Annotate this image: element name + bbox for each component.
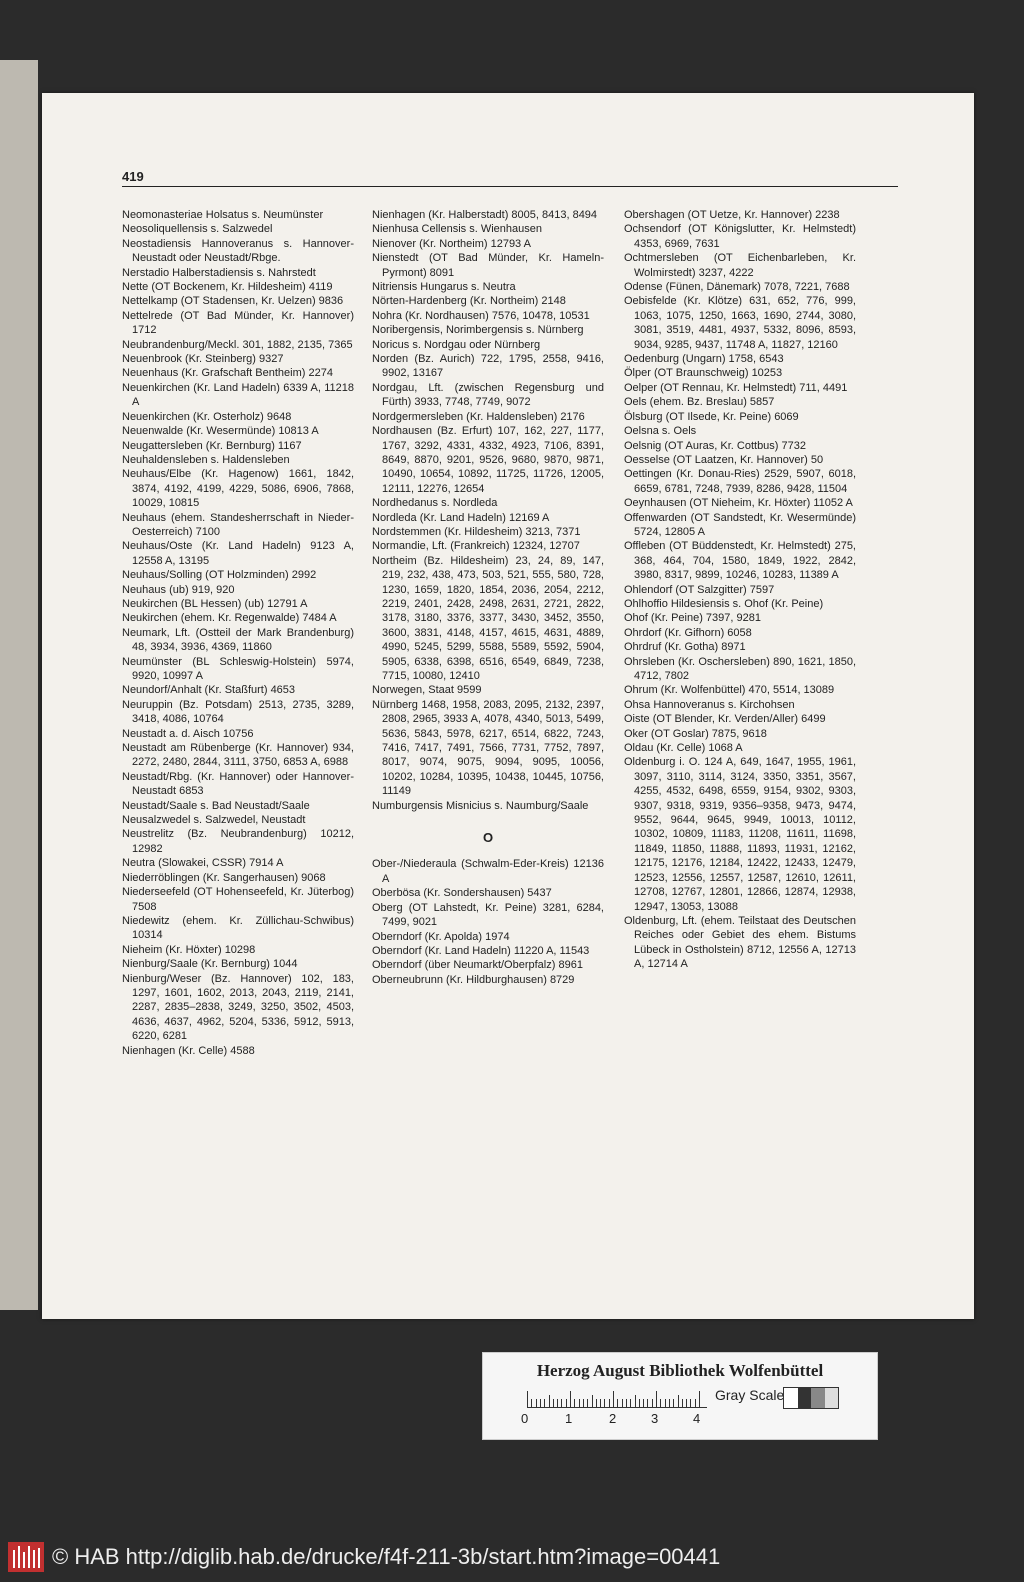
index-entry: Nerstadio Halberstadiensis s. Nahrstedt <box>122 266 316 279</box>
index-entry: Niederröblingen (Kr. Sangerhausen) 9068 <box>122 871 326 884</box>
ruler-tick <box>592 1395 593 1407</box>
ruler-tick <box>643 1399 644 1407</box>
ruler-tick <box>695 1399 696 1407</box>
index-entry: Nienover (Kr. Northeim) 12793 A <box>372 237 531 250</box>
library-label-card <box>482 1352 878 1440</box>
index-entry: Oels (ehem. Bz. Breslau) 5857 <box>624 396 775 409</box>
ruler-tick <box>690 1399 691 1407</box>
index-entry: Offleben (OT Büddenstedt, Kr. Helmstedt) 275, 368, 464, 704, 1580, 1849, 1922, 2842, 3980, 8317, 9899, 10246, 10283, 11389 A <box>624 540 856 582</box>
index-entry: Neosoliquellensis s. Salzwedel <box>122 223 273 236</box>
viewer-footer <box>0 1532 1024 1582</box>
index-entry: Neugattersleben (Kr. Bernburg) 1167 <box>122 439 302 452</box>
ruler-tick <box>566 1399 567 1407</box>
header-rule <box>122 186 898 187</box>
index-entry: Oesselse (OT Laatzen, Kr. Hannover) 50 <box>624 453 824 466</box>
hab-logo-icon <box>8 1542 44 1572</box>
index-entry: Nienhagen (Kr. Celle) 4588 <box>122 1044 255 1057</box>
index-entry: Oiste (OT Blender, Kr. Verden/Aller) 6499 <box>624 713 826 726</box>
ruler-tick <box>583 1399 584 1407</box>
index-entry: Neuruppin (Bz. Potsdam) 2513, 2735, 3289, 3418, 4086, 10764 <box>122 698 354 726</box>
copyright-url[interactable]: © HAB http://diglib.hab.de/drucke/f4f-211-3b/start.htm?image=00441 <box>52 1544 721 1569</box>
index-entry: Niederseefeld (OT Hohenseefeld, Kr. Jüterbog) 7508 <box>122 886 354 913</box>
index-entry: Neustadt/Saale s. Bad Neustadt/Saale <box>122 799 310 812</box>
index-entry: Oldenburg i. O. 124 A, 649, 1647, 1955, 1961, 3097, 3110, 3114, 3124, 3350, 3351, 3567, 4255, 4532, 6498, 6559, 9154, 9302, 9303, 9307, 9318, 9319, 9356–9358, 9473, 9474, 9552, 9644, 9645, 9949, 10013, 10112, 10302, 10809, 11183, 11208, 11611, 11698, 11849, 11850, 11888, 11893, 11931, 12162, 12175, 12176, 12184, 12422, 12433, 12479, 12523, 12556, 12557, 12587, 12610, 12611, 12708, 12767, 12801, 12866, 12874, 12938, 12947, 13053, 13088 <box>624 756 856 913</box>
index-entry: Nordgau, Lft. (zwischen Regensburg und Fürth) 3933, 7748, 7749, 9072 <box>372 381 604 409</box>
scale-number: 1 <box>565 1411 573 1426</box>
ruler-tick <box>647 1399 648 1407</box>
index-entry: Ölper (OT Braunschweig) 10253 <box>624 367 783 380</box>
index-entry: Obershagen (OT Uetze, Kr. Hannover) 2238 <box>624 209 840 221</box>
index-entry: Oelper (OT Rennau, Kr. Helmstedt) 711, 4491 <box>624 381 848 394</box>
gray-scale-label: Gray Scale <box>715 1387 785 1403</box>
index-entry: Normandie, Lft. (Frankreich) 12324, 12707 <box>372 540 580 553</box>
index-entry: Nordgermersleben (Kr. Haldensleben) 2176 <box>372 410 585 423</box>
index-entry: Neostadiensis Hannoveranus s. Hannover-Neustadt oder Neustadt/Rbge. <box>122 237 354 265</box>
index-entry: Niedewitz (ehem. Kr. Züllichau-Schwibus) 10314 <box>122 914 354 942</box>
index-entry: Neustadt/Rbg. (Kr. Hannover) oder Hannover-Neustadt 6853 <box>122 770 354 798</box>
index-entry: Nohra (Kr. Nordhausen) 7576, 10478, 10531 <box>372 309 590 322</box>
index-entry: Numburgensis Misnicius s. Naumburg/Saale <box>372 799 589 812</box>
book-page <box>42 93 974 1319</box>
ruler-tick <box>596 1399 597 1407</box>
section-letter: O <box>482 830 494 846</box>
index-entry: Ochtmersleben (OT Eichenbarleben, Kr. Wolmirstedt) 3237, 4222 <box>624 252 856 279</box>
index-entry: Norwegen, Staat 9599 <box>372 684 482 697</box>
index-entry: Nieheim (Kr. Höxter) 10298 <box>122 943 256 956</box>
scale-ruler <box>527 1389 707 1408</box>
ruler-tick <box>665 1399 666 1407</box>
ruler-tick <box>656 1391 657 1407</box>
index-entry: Norden (Bz. Aurich) 722, 1795, 2558, 9416, 9902, 13167 <box>372 353 604 380</box>
index-entry: Nitriensis Hungarus s. Neutra <box>372 281 516 294</box>
index-entry: Oberg (OT Lahstedt, Kr. Peine) 3281, 6284, 7499, 9021 <box>372 901 604 929</box>
index-entry: Neuenbrook (Kr. Steinberg) 9327 <box>122 353 284 366</box>
ruler-tick <box>570 1391 571 1407</box>
index-entry: Oberndorf (Kr. Apolda) 1974 <box>372 930 510 943</box>
index-entry: Neuhaldensleben s. Haldensleben <box>122 453 290 466</box>
index-entry: Neustadt am Rübenberge (Kr. Hannover) 934, 2272, 2480, 2844, 3111, 3750, 6853 A, 6988 <box>122 742 354 769</box>
page-number: 419 <box>122 169 144 184</box>
ruler-tick <box>587 1399 588 1407</box>
ruler-tick <box>561 1399 562 1407</box>
ruler-tick <box>604 1399 605 1407</box>
index-entry: Nienburg/Saale (Kr. Bernburg) 1044 <box>122 958 298 971</box>
index-entry: Nienhagen (Kr. Halberstadt) 8005, 8413, 8494 <box>372 209 598 221</box>
index-entry: Ohrdorf (Kr. Gifhorn) 6058 <box>624 626 752 639</box>
index-entry: Offenwarden (OT Sandstedt, Kr. Wesermünde) 5724, 12805 A <box>624 511 856 538</box>
index-entry: Neuhaus/Elbe (Kr. Hagenow) 1661, 1842, 3874, 4192, 4199, 4229, 5086, 6906, 7868, 10029, 10815 <box>122 468 354 510</box>
index-entry: Nettelrede (OT Bad Münder, Kr. Hannover) 1712 <box>122 309 354 337</box>
ruler-tick <box>617 1399 618 1407</box>
index-entry: Ohrdruf (Kr. Gotha) 8971 <box>624 641 746 654</box>
index-entry: Ohrum (Kr. Wolfenbüttel) 470, 5514, 13089 <box>624 684 835 697</box>
ruler-tick <box>686 1399 687 1407</box>
index-entry: Neundorf/Anhalt (Kr. Staßfurt) 4653 <box>122 684 296 697</box>
ruler-tick <box>660 1399 661 1407</box>
index-entry: Nette (OT Bockenem, Kr. Hildesheim) 4119 <box>122 281 333 294</box>
index-entry: Ohlendorf (OT Salzgitter) 7597 <box>624 583 775 596</box>
ruler-tick <box>579 1399 580 1407</box>
ruler-tick <box>531 1399 532 1407</box>
index-entry: Oldau (Kr. Celle) 1068 A <box>624 742 743 755</box>
index-entry: Oebisfelde (Kr. Klötze) 631, 652, 776, 999, 1063, 1075, 1250, 1663, 1690, 2744, 3080, 3081, 3519, 4481, 4937, 5332, 8096, 8593, 9034, 9285, 9437, 11748 A, 11827, 12160 <box>624 295 856 351</box>
index-entry: Neubrandenburg/Meckl. 301, 1882, 2135, 7365 <box>122 338 353 351</box>
index-entry: Neuenkirchen (Kr. Osterholz) 9648 <box>122 410 292 423</box>
index-entry: Nordhausen (Bz. Erfurt) 107, 162, 227, 1177, 1767, 3292, 4331, 4332, 4923, 7106, 8391, 8649, 8870, 9201, 9526, 9680, 9870, 9871, 10490, 10654, 10892, 11725, 11726, 12005, 12111, 12276, 12654 <box>372 425 604 495</box>
index-entry: Neukirchen (ehem. Kr. Regenwalde) 7484 A <box>122 612 337 625</box>
ruler-tick <box>549 1395 550 1407</box>
scale-number: 3 <box>651 1411 659 1426</box>
index-entry: Nörten-Hardenberg (Kr. Northeim) 2148 <box>372 295 566 308</box>
ruler-tick <box>652 1399 653 1407</box>
index-entry: Nordhedanus s. Nordleda <box>372 497 498 510</box>
index-entry: Ohsa Hannoveranus s. Kirchohsen <box>624 698 795 711</box>
index-entry: Oker (OT Goslar) 7875, 9618 <box>624 727 767 740</box>
index-column-1 <box>122 208 354 1058</box>
index-entry: Neuhaus/Oste (Kr. Land Hadeln) 9123 A, 12558 A, 13195 <box>122 540 354 567</box>
scale-number: 2 <box>609 1411 617 1426</box>
index-entry: Nienhusa Cellensis s. Wienhausen <box>372 223 542 236</box>
index-entry: Neuenwalde (Kr. Wesermünde) 10813 A <box>122 425 319 438</box>
ruler-tick <box>630 1399 631 1407</box>
index-entry: Neukirchen (BL Hessen) (ub) 12791 A <box>122 597 308 610</box>
ruler-tick <box>626 1399 627 1407</box>
index-entry: Ochsendorf (OT Königslutter, Kr. Helmstedt) 4353, 6969, 7631 <box>624 223 856 250</box>
index-entry: Nordstemmen (Kr. Hildesheim) 3213, 7371 <box>372 525 581 538</box>
index-entry: Northeim (Bz. Hildesheim) 23, 24, 89, 147, 219, 232, 438, 473, 503, 521, 555, 580, 728, 1230, 1659, 1820, 1854, 2036, 2054, 2212, 2219, 2401, 2428, 2498, 2631, 2721, 2822, 3178, 3180, 3376, 3377, 3430, 3452, 3550, 3600, 3831, 4148, 4157, 4615, 4631, 4889, 4990, 5245, 5299, 5588, 5589, 5592, 5904, 5905, 6338, 6398, 6516, 6549, 6849, 7238, 7715, 10080, 12410 <box>372 554 604 682</box>
ruler-tick <box>635 1395 636 1407</box>
index-entry: Oberbösa (Kr. Sondershausen) 5437 <box>372 887 552 900</box>
index-column-3 <box>624 208 856 972</box>
ruler-tick <box>639 1399 640 1407</box>
index-entry: Ober-/Niederaula (Schwalm-Eder-Kreis) 12136 A <box>372 858 604 885</box>
index-entry: Neomonasteriae Holsatus s. Neumünster <box>122 209 324 221</box>
ruler-tick <box>669 1399 670 1407</box>
index-entry: Neustrelitz (Bz. Neubrandenburg) 10212, 12982 <box>122 828 354 855</box>
ruler-tick <box>574 1399 575 1407</box>
index-entry: Ohrsleben (Kr. Oschersleben) 890, 1621, 1850, 4712, 7802 <box>624 655 856 682</box>
index-entry: Nienstedt (OT Bad Münder, Kr. Hameln-Pyrmont) 8091 <box>372 252 604 279</box>
scale-number: 4 <box>693 1411 701 1426</box>
ruler-tick <box>682 1399 683 1407</box>
ruler-tick <box>673 1399 674 1407</box>
gray-scale-bar <box>783 1387 839 1409</box>
ruler-tick <box>553 1399 554 1407</box>
index-entry: Oelsnig (OT Auras, Kr. Cottbus) 7732 <box>624 439 806 452</box>
index-entry: Neuhaus (ub) 919, 920 <box>122 583 235 596</box>
index-entry: Oelsna s. Oels <box>624 425 697 438</box>
ruler-tick <box>557 1399 558 1407</box>
index-entry: Neumünster (BL Schleswig-Holstein) 5974, 9920, 10997 A <box>122 655 354 682</box>
index-entry: Oedenburg (Ungarn) 1758, 6543 <box>624 353 784 366</box>
ruler-tick <box>544 1399 545 1407</box>
index-entry: Ölsburg (OT Ilsede, Kr. Peine) 6069 <box>624 410 799 423</box>
index-entry: Oldenburg, Lft. (ehem. Teilstaat des Deutschen Reiches oder Gebiet des ehem. Bistums Lübeck in Ostholstein) 8712, 12556 A, 12713 A, 12714 A <box>624 914 856 971</box>
index-entry: Neustadt a. d. Aisch 10756 <box>122 727 254 740</box>
ruler-tick <box>613 1391 614 1407</box>
index-entry: Noricus s. Nordgau oder Nürnberg <box>372 338 541 351</box>
ruler-tick <box>540 1399 541 1407</box>
index-entry: Neuenhaus (Kr. Grafschaft Bentheim) 2274 <box>122 367 333 380</box>
index-column-2 <box>372 208 604 987</box>
ruler-tick <box>600 1399 601 1407</box>
index-entry: Ohof (Kr. Peine) 7397, 9281 <box>624 612 761 625</box>
index-entry: Ohlhoffio Hildesiensis s. Ohof (Kr. Peine) <box>624 597 824 610</box>
index-entry: Neusalzwedel s. Salzwedel, Neustadt <box>122 814 306 827</box>
index-entry: Nettelkamp (OT Stadensen, Kr. Uelzen) 9836 <box>122 295 344 308</box>
ruler-tick <box>536 1399 537 1407</box>
index-entry: Nienburg/Weser (Bz. Hannover) 102, 183, 1297, 1601, 1602, 2013, 2043, 2119, 2141, 2287, 2835–2838, 3249, 3250, 3502, 4503, 4636, 4637, 4962, 5204, 5336, 5912, 5913, 6220, 6281 <box>122 972 354 1043</box>
ruler-tick <box>699 1391 700 1407</box>
index-entry: Noribergensis, Norimbergensis s. Nürnberg <box>372 324 584 337</box>
ruler-tick <box>527 1391 528 1407</box>
index-entry: Nürnberg 1468, 1958, 2083, 2095, 2132, 2397, 2808, 2965, 3933 A, 4078, 4340, 5013, 5499, 5636, 5843, 5978, 6217, 6514, 6822, 7243, 7416, 7417, 7491, 7566, 7731, 7752, 7897, 8017, 9074, 9075, 9094, 9095, 10056, 10202, 10284, 10395, 10438, 10445, 10756, 11149 <box>372 698 604 798</box>
index-entry: Neutra (Slowakei, CSSR) 7914 A <box>122 857 284 870</box>
index-entry: Oettingen (Kr. Donau-Ries) 2529, 5907, 6018, 6659, 6781, 7248, 7939, 8286, 9428, 11504 <box>624 468 856 495</box>
index-entry: Nordleda (Kr. Land Hadeln) 12169 A <box>372 511 550 524</box>
index-entry: Neuhaus (ehem. Standesherrschaft in Nieder-Oesterreich) 7100 <box>122 511 354 538</box>
index-entry: Oberndorf (über Neumarkt/Oberpfalz) 8961 <box>372 959 583 972</box>
index-entry: Neuenkirchen (Kr. Land Hadeln) 6339 A, 11218 A <box>122 381 354 409</box>
ruler-tick <box>678 1395 679 1407</box>
index-entry: Oeynhausen (OT Nieheim, Kr. Höxter) 11052 A <box>624 497 853 510</box>
index-entry: Odense (Fünen, Dänemark) 7078, 7221, 7688 <box>624 281 850 294</box>
ruler-tick <box>609 1399 610 1407</box>
library-name: Herzog August Bibliothek Wolfenbüttel <box>536 1361 824 1380</box>
index-entry: Neumark, Lft. (Ostteil der Mark Brandenburg) 48, 3934, 3936, 4369, 11860 <box>122 626 354 654</box>
index-entry: Oberndorf (Kr. Land Hadeln) 11220 A, 11543 <box>372 944 590 957</box>
ruler-tick <box>622 1399 623 1407</box>
adjacent-page-edge <box>0 60 38 1310</box>
scale-number: 0 <box>521 1411 529 1426</box>
index-entry: Neuhaus/Solling (OT Holzminden) 2992 <box>122 569 317 582</box>
index-entry: Oberneubrunn (Kr. Hildburghausen) 8729 <box>372 973 575 986</box>
